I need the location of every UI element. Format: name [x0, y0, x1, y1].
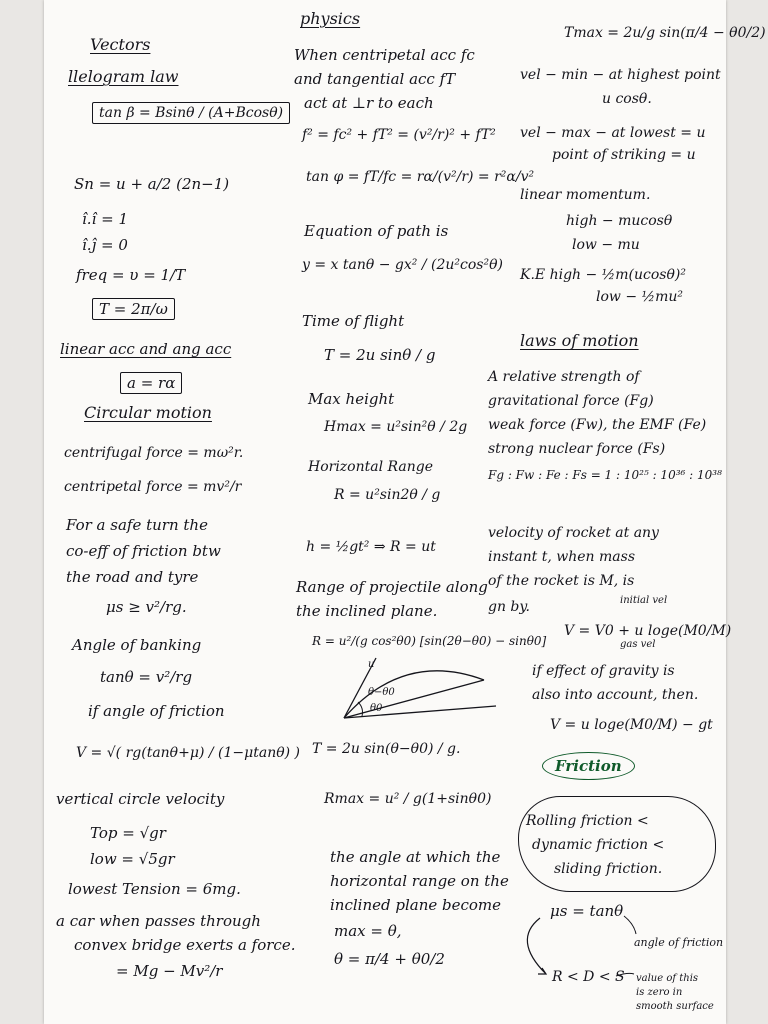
text-time-of-flight: Time of flight — [302, 312, 405, 330]
text-max-height: Max height — [308, 390, 395, 408]
formula-centripetal: centripetal force = mv²/r — [64, 479, 242, 495]
formula-max-height: Hmax = u²sin²θ / 2g — [324, 419, 468, 435]
formula-rocket-velocity: V = V0 + u loge(M0/M) — [564, 623, 732, 639]
formula-rds: R < D < S — [552, 969, 625, 985]
text-rocket-1: velocity of rocket at any — [488, 525, 659, 541]
text-friction-compare-2: dynamic friction < — [532, 837, 665, 853]
formula-max-velocity: V = √( rg(tanθ+μ) / (1−μtanθ) ) — [76, 745, 301, 761]
text-gravity-2: also into account, then. — [532, 687, 699, 703]
curved-arrow-to-rds — [527, 918, 546, 974]
text-u-cos-theta: u cosθ. — [602, 91, 652, 107]
arrow-to-angle-note — [624, 916, 636, 934]
text-centripetal-2: and tangential acc fT — [294, 70, 456, 88]
heading-parallelogram-law: llelogram law — [68, 67, 179, 86]
formula-bridge-force: = Mg − Mv²/r — [116, 962, 223, 980]
diagram-label-u: u — [368, 659, 375, 670]
text-range-inclined-1: Range of projectile along — [296, 578, 488, 596]
text-vel-min: vel − min − at highest point — [520, 67, 721, 83]
text-rocket-4: gn by. — [488, 599, 530, 615]
text-range-inclined-2: the inclined plane. — [296, 602, 438, 620]
inclined-plane-diagram — [334, 650, 504, 730]
diagram-label-theta-minus-theta0: θ−θ0 — [368, 687, 395, 698]
label-initial-vel: initial vel — [620, 595, 668, 606]
text-centripetal-3: act at ⊥r to each — [304, 94, 434, 112]
formula-time-inclined: T = 2u sin(θ−θ0) / g. — [312, 741, 461, 757]
column-vectors-circular-motion — [56, 0, 301, 1024]
text-relative-strength-1: A relative strength of — [488, 369, 640, 385]
formula-tan-theta-banking: tanθ = v²/rg — [100, 668, 193, 686]
friction-arrows — [512, 900, 712, 1000]
formula-path: y = x tanθ − gx² / (2u²cos²θ) — [302, 257, 503, 273]
formula-i-dot-i: î.î = 1 — [82, 210, 129, 228]
text-gravity-1: if effect of gravity is — [532, 663, 675, 679]
formula-top-velocity: Top = √gr — [90, 824, 166, 842]
formula-net-acceleration: f² = fc² + fT² = (v²/r)² + fT² — [302, 127, 496, 143]
text-safe-turn-3: the road and tyre — [66, 568, 199, 586]
text-friction-compare-1: Rolling friction < — [526, 813, 649, 829]
formula-mu-s: μs ≥ v²/rg. — [106, 598, 187, 616]
formula-time-of-flight: T = 2u sinθ / g — [324, 346, 436, 364]
text-angle-max-2: horizontal range on the — [330, 872, 509, 890]
formula-horizontal-range: R = u²sin2θ / g — [334, 487, 441, 503]
heading-friction: Friction — [542, 752, 635, 780]
text-centripetal-1: When centripetal acc fc — [294, 46, 475, 64]
text-momentum-high: high − mucosθ — [566, 213, 673, 229]
formula-i-dot-j: î.ĵ = 0 — [82, 236, 128, 254]
text-relative-strength-2: gravitational force (Fg) — [488, 393, 654, 409]
text-angle-of-friction: if angle of friction — [88, 702, 225, 720]
formula-t-max: Tmax = 2u/g sin(π/4 − θ0/2) — [564, 25, 766, 41]
text-ke-high: K.E high − ½m(ucosθ)² — [520, 267, 686, 283]
text-point-of-striking: point of striking = u — [552, 147, 696, 163]
text-angle-max-4: max = θ, — [334, 922, 402, 940]
formula-frequency: freq = υ = 1/T — [76, 266, 186, 284]
formula-h-and-range: h = ½gt² ⇒ R = ut — [306, 539, 436, 555]
text-momentum-low: low − mu — [572, 237, 640, 253]
formula-period: T = 2π/ω — [92, 298, 175, 320]
formula-mu-s-tan-theta: μs = tanθ — [550, 902, 624, 920]
formula-range-inclined: R = u²/(g cos²θ0) [sin(2θ−θ0) − sinθ0] — [312, 634, 547, 648]
heading-vectors: Vectors — [90, 35, 151, 54]
text-vertical-circle: vertical circle velocity — [56, 790, 225, 808]
text-rocket-3: of the rocket is M, is — [488, 573, 635, 589]
formula-rocket-gravity: V = u loge(M0/M) − gt — [550, 717, 713, 733]
formula-r-max: Rmax = u² / g(1+sinθ0) — [324, 791, 492, 807]
note-value-zero-1: value of this — [636, 973, 699, 984]
formula-centrifugal: centrifugal force = mω²r. — [64, 445, 244, 461]
formula-lowest-tension: lowest Tension = 6mg. — [68, 880, 241, 898]
formula-tan-phi: tan φ = fT/fc = rα/(v²/r) = r²α/v² — [306, 169, 535, 185]
text-friction-compare-3: sliding friction. — [554, 861, 663, 877]
heading-laws-of-motion: laws of motion — [520, 331, 639, 350]
text-safe-turn-2: co-eff of friction btw — [66, 542, 221, 560]
text-ke-low: low − ½mu² — [596, 289, 683, 305]
column-projectile-motion — [294, 0, 547, 1024]
text-equation-of-path: Equation of path is — [304, 222, 449, 240]
note-value-zero-3: smooth surface — [636, 1001, 714, 1012]
text-angle-max-3: inclined plane become — [330, 896, 502, 914]
formula-tan-beta: tan β = Bsinθ / (A+Bcosθ) — [92, 102, 290, 124]
arrow-head — [538, 968, 546, 974]
text-car-bridge-1: a car when passes through — [56, 912, 261, 930]
formula-force-ratio: Fg : Fw : Fe : Fs = 1 : 10²⁵ : 10³⁶ : 10³⁸ — [488, 468, 722, 482]
label-angle-of-friction: angle of friction — [634, 936, 724, 949]
text-rocket-2: instant t, when mass — [488, 549, 636, 565]
formula-sn: Sn = u + a/2 (2n−1) — [74, 175, 230, 193]
heading-angle-of-banking: Angle of banking — [72, 636, 202, 654]
label-gas-vel: gas vel — [620, 639, 656, 650]
column-motion-friction — [488, 0, 766, 1024]
text-safe-turn-1: For a safe turn the — [66, 516, 208, 534]
diagram-label-theta0: θ0 — [370, 703, 383, 714]
text-vel-max: vel − max − at lowest = u — [520, 125, 706, 141]
formula-theta-max-range: θ = π/4 + θ0/2 — [334, 950, 445, 968]
heading-linear-angular-acc: linear acc and ang acc — [60, 340, 232, 358]
note-value-zero-2: is zero in — [636, 987, 683, 998]
heading-circular-motion: Circular motion — [84, 403, 212, 422]
text-relative-strength-3: weak force (Fw), the EMF (Fe) — [488, 417, 707, 433]
formula-low-velocity: low = √5gr — [90, 850, 175, 868]
text-car-bridge-2: convex bridge exerts a force. — [74, 936, 296, 954]
heading-physics: physics — [300, 9, 361, 28]
text-relative-strength-4: strong nuclear force (Fs) — [488, 441, 666, 457]
text-linear-momentum: linear momentum. — [520, 187, 651, 203]
text-angle-max-1: the angle at which the — [330, 848, 501, 866]
arrow-to-zero-note — [616, 973, 634, 976]
text-horizontal-range: Horizontal Range — [308, 459, 434, 475]
formula-a-r-alpha: a = rα — [120, 372, 182, 394]
